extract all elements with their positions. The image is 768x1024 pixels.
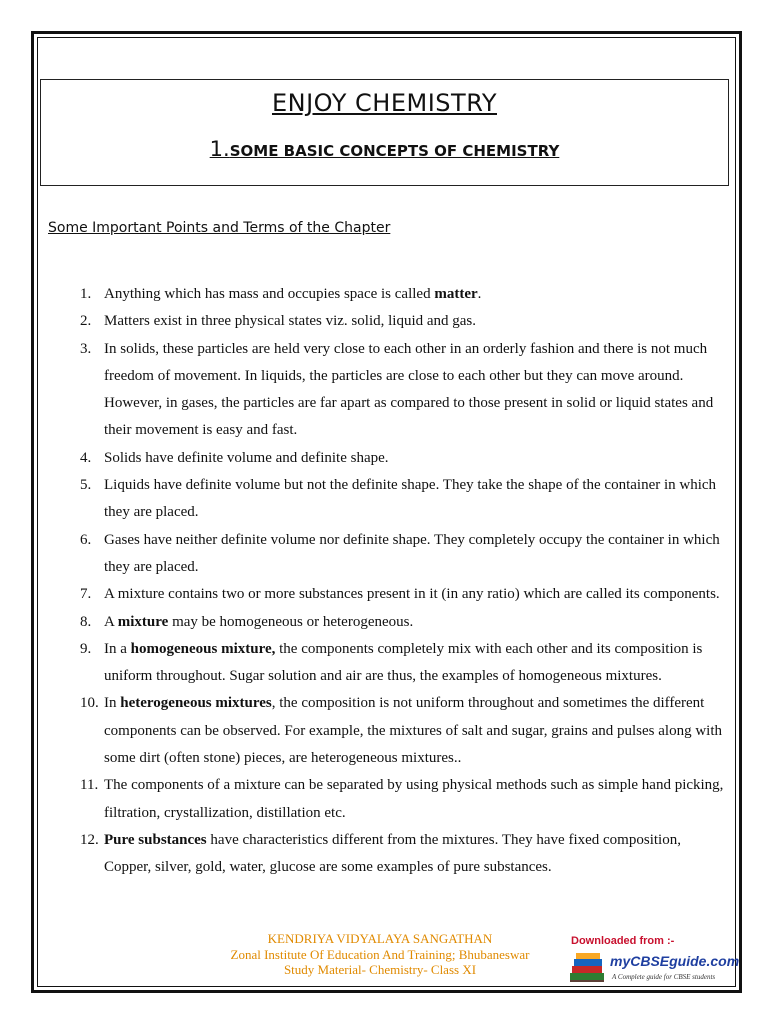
downloaded-from-label: Downloaded from :- (571, 935, 675, 947)
text-run: In (104, 695, 121, 712)
bold-term: homogeneous mixture, (130, 640, 276, 657)
list-item-number: 1. (80, 286, 92, 302)
text-run: A mixture contains two or more substances present in it (in any ratio) which are called its components. (104, 586, 720, 603)
list-item-text (104, 336, 725, 445)
list-item (80, 581, 725, 608)
list-item (80, 336, 725, 445)
document-title: ENJOY CHEMISTRY (271, 89, 497, 117)
list-item-text (104, 772, 725, 827)
text-run: In solids, these particles are held very close to each other in an orderly fashion and there is not much freedom of movement. In liquids, the particles are close to each other but they can move around. However, in gases, the particles are far apart as compared to those present in solid or liquid states and their movement is easy and fast. (104, 340, 714, 439)
list-item (80, 827, 725, 882)
list-item-number: 6. (80, 531, 92, 548)
list-item-text (104, 609, 725, 636)
list-item-text (104, 581, 725, 608)
mycbseguide-logo[interactable] (568, 951, 740, 985)
title-box (40, 79, 729, 186)
list-item (80, 445, 725, 472)
footer-line-2: Zonal Institute Of Education And Training; Bhubaneswar (230, 946, 530, 962)
site-tagline: A Complete guide for CBSE students (612, 973, 716, 981)
list-item-number: 12. (80, 831, 99, 848)
chapter-name: SOME BASIC CONCEPTS OF CHEMISTRY (229, 142, 560, 160)
footer-line-3: Study Material- Chemistry- Class XI (283, 962, 477, 977)
text-run: . (477, 286, 482, 302)
list-item (80, 690, 725, 772)
list-item-text (104, 445, 725, 472)
list-item-number: 8. (80, 613, 92, 630)
text-run: Liquids have definite volume but not the definite shape. They take the shape of the container in which they are placed. (104, 477, 717, 521)
list-item-text (104, 472, 725, 527)
list-item-text (104, 527, 725, 582)
text-run: , the composition is not uniform throughout and sometimes the different components can be observed. For example, the mixtures of salt and sugar, grains and pulses along with some dirt (often stone) pieces, are heterogeneous mixtures.. (104, 695, 723, 767)
list-item-number: 2. (80, 313, 92, 330)
bold-term: mixture (117, 613, 169, 630)
list-item (80, 527, 725, 582)
list-item-number: 11. (80, 777, 99, 794)
site-name: myCBSEguide.com (610, 953, 740, 969)
footer-line-1: KENDRIYA VIDYALAYA SANGATHAN (267, 931, 493, 946)
bold-term: Pure substances (104, 831, 207, 848)
list-item-number: 5. (80, 477, 92, 494)
books-icon (568, 951, 608, 985)
text-run: may be homogeneous or heterogeneous. (168, 613, 414, 630)
text-run: have characteristics different from the mixtures. They have fixed composition, Copper, silver, gold, water, glucose are some examples of pure substances. (104, 831, 681, 876)
list-item (80, 636, 725, 691)
text-run: the components completely mix with each other and its composition is uniform throughout. Sugar solution and air are thus, the examples of homogeneous mixtures. (104, 640, 703, 685)
list-item-text (104, 308, 725, 335)
list-item-number: 7. (80, 586, 92, 603)
text-run: The components of a mixture can be separated by using physical methods such as simple hand picking, filtration, crystallization, distillation etc. (104, 777, 724, 821)
text-run: Anything which has mass and occupies space is called (104, 286, 435, 302)
list-item-number: 3. (80, 340, 92, 357)
list-item (80, 609, 725, 636)
footer (190, 931, 570, 978)
list-item-text (104, 690, 725, 772)
list-item-text (104, 281, 725, 308)
points-list (80, 281, 725, 882)
list-item-text (104, 636, 725, 691)
text-run: A (104, 613, 118, 630)
text-run: Solids have definite volume and definite shape. (104, 449, 389, 466)
text-run: In a (104, 640, 131, 657)
list-item-number: 10. (80, 695, 99, 712)
chapter-title (41, 137, 728, 161)
chapter-number: 1. (209, 137, 230, 161)
section-heading: Some Important Points and Terms of the Chapter (48, 220, 391, 236)
list-item-text (104, 827, 725, 882)
list-item-number: 4. (80, 449, 92, 466)
list-item-number: 9. (80, 640, 92, 657)
bold-term: matter (434, 286, 478, 302)
list-item (80, 472, 725, 527)
list-item (80, 281, 725, 308)
text-run: Gases have neither definite volume nor definite shape. They completely occupy the container in which they are placed. (104, 531, 720, 575)
list-item (80, 308, 725, 335)
bold-term: heterogeneous mixtures (120, 695, 272, 712)
text-run: Matters exist in three physical states viz. solid, liquid and gas. (104, 313, 477, 330)
list-item (80, 772, 725, 827)
